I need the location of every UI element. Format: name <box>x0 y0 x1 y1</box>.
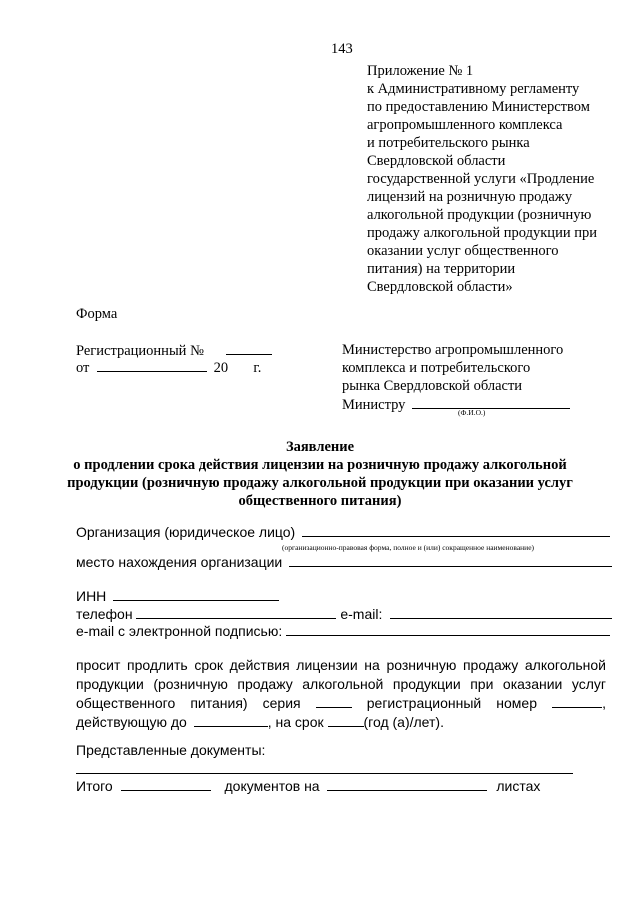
fio-caption: (Ф.И.О.) <box>458 408 486 417</box>
request-word: питания) <box>190 695 248 711</box>
inn-row <box>76 587 279 606</box>
form-label: Форма <box>76 306 118 322</box>
year-field[interactable] <box>232 359 250 372</box>
location-row <box>76 553 612 572</box>
documents-label: Представленные документы: <box>76 742 266 758</box>
minister-row <box>342 395 570 414</box>
title-line: общественного питания) <box>238 493 402 509</box>
request-word: общественного <box>76 695 176 711</box>
sheets-label: листах <box>496 778 541 794</box>
documents-total-row <box>76 777 540 796</box>
organization-caption: (организационно-правовая форма, полное и (или) сокращенное наименование) <box>282 543 535 552</box>
phone-field[interactable] <box>136 605 336 619</box>
term-field[interactable] <box>328 713 364 727</box>
request-word: номер <box>496 695 537 711</box>
location-field[interactable] <box>289 553 612 567</box>
organization-field[interactable] <box>302 523 610 537</box>
registration-number-label: Регистрационный № <box>76 343 204 359</box>
valid-until-label: действующую до <box>76 714 187 730</box>
inn-field[interactable] <box>113 587 279 601</box>
appendix-line: по предоставлению Министерством <box>367 99 590 115</box>
appendix-line: продажу алкогольной продукции при <box>367 225 597 241</box>
organization-label: Организация (юридическое лицо) <box>76 524 296 540</box>
total-label: Итого <box>76 778 113 794</box>
appendix-line: питания) на территории <box>367 261 516 277</box>
appendix-line: лицензий на розничную продажу <box>367 189 573 205</box>
request-line-series <box>76 694 606 713</box>
series-field[interactable] <box>316 694 352 708</box>
email-field[interactable] <box>390 605 612 619</box>
year-prefix: 20 <box>213 360 229 376</box>
addressee-block <box>342 341 570 414</box>
valid-until-field[interactable] <box>194 713 268 727</box>
appendix-line: оказании услуг общественного <box>367 243 559 259</box>
request-line-validity <box>76 713 606 732</box>
term-label: , на срок <box>267 714 324 730</box>
appendix-line: Приложение № 1 <box>367 63 474 79</box>
request-paragraph <box>76 656 606 732</box>
email-label: e-mail: <box>340 606 383 622</box>
title-line: продукции (розничную продажу алкогольной продукции при оказании услуг <box>67 475 573 491</box>
appendix-line: и потребительского рынка <box>367 135 530 151</box>
phone-label: телефон <box>76 606 133 622</box>
title-line: о продлении срока действия лицензии на розничную продажу алкогольной <box>73 457 567 473</box>
registration-number-field-2[interactable]: , <box>552 694 606 713</box>
appendix-block <box>367 62 597 296</box>
appendix-line: Свердловской области» <box>367 279 513 295</box>
minister-name-field[interactable] <box>412 395 570 409</box>
esign-email-label: e-mail с электронной подписью: <box>76 623 283 639</box>
request-word: регистрационный <box>366 695 482 711</box>
appendix-line: агропромышленного комплекса <box>367 117 563 133</box>
addressee-line: комплекса и потребительского <box>342 360 531 376</box>
esign-email-row <box>76 622 610 641</box>
minister-label: Министру <box>342 397 406 413</box>
location-label: место нахождения организации <box>76 554 283 570</box>
appendix-line: алкогольной продукции (розничную <box>367 207 592 223</box>
page-number: 143 <box>331 41 353 57</box>
inn-label: ИНН <box>76 588 107 604</box>
documents-list-line[interactable] <box>76 773 573 774</box>
appendix-line: Свердловской области <box>367 153 506 169</box>
organization-row <box>76 523 610 542</box>
registration-number-field[interactable] <box>226 341 272 355</box>
term-unit: (год (а)/лет). <box>363 714 444 730</box>
request-word: серия <box>262 695 301 711</box>
title-heading: Заявление <box>285 439 355 455</box>
appendix-line: к Административному регламенту <box>367 81 580 97</box>
addressee-line: Министерство агропромышленного <box>342 342 564 358</box>
date-field[interactable] <box>97 358 207 372</box>
esign-email-field[interactable] <box>286 622 610 636</box>
appendix-line: государственной услуги «Продление <box>367 171 595 187</box>
addressee-line: рынка Свердловской области <box>342 378 523 394</box>
request-line: продукции (розничную продажу алкогольной продукции при оказании услуг <box>76 676 606 692</box>
documents-count-field[interactable] <box>121 777 211 791</box>
application-title <box>60 438 580 510</box>
request-line: просит продлить срок действия лицензии на розничную продажу алкогольной <box>76 657 606 673</box>
date-from-label: от <box>76 360 90 376</box>
registration-date-row <box>76 358 261 377</box>
docs-on-label: документов на <box>224 778 320 794</box>
year-suffix: г. <box>253 360 262 376</box>
sheets-count-field[interactable] <box>327 777 487 791</box>
